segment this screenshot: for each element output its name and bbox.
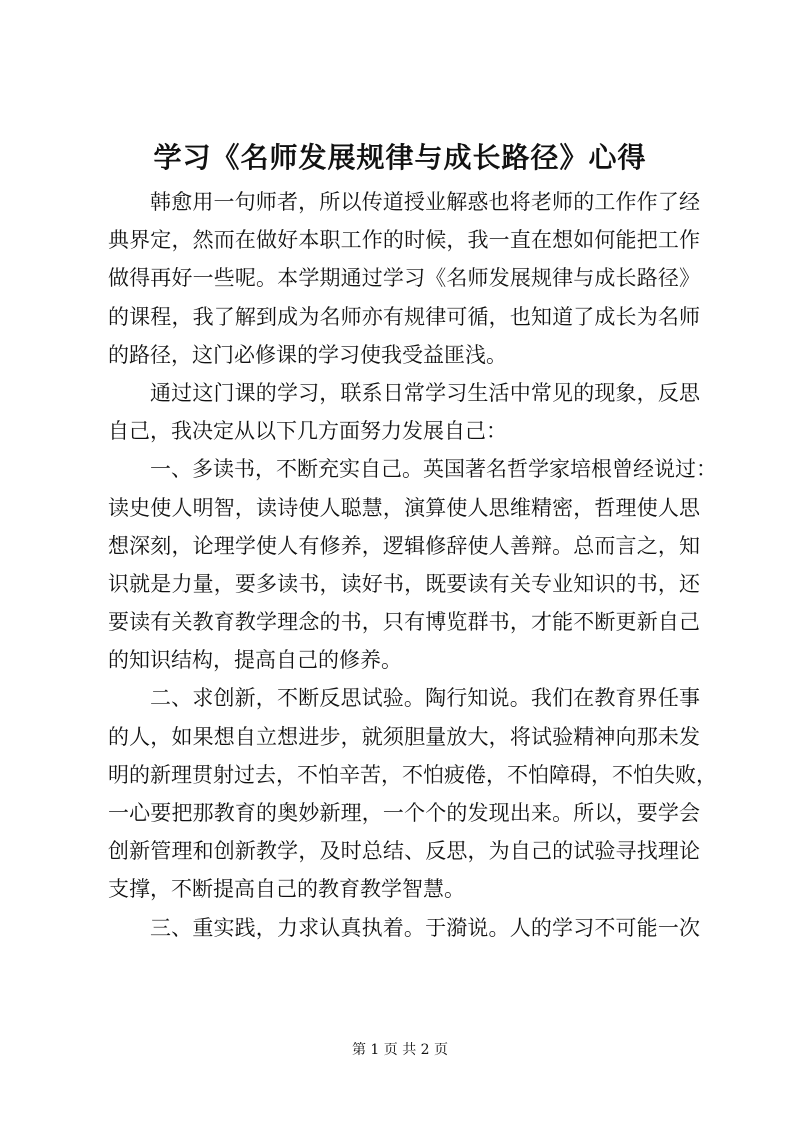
text-line: 想深刻，论理学使人有修养，逻辑修辞使人善辩。总而言之，知 — [108, 533, 700, 558]
document-body — [108, 183, 717, 947]
text-line: 的知识结构，提高自己的修养。 — [108, 648, 402, 673]
paragraph — [108, 183, 700, 374]
text-line: 要读有关教育教学理念的书，只有博览群书，才能不断更新自己 — [108, 610, 700, 635]
text-line: 通过这门课的学习，联系日常学习生活中常见的现象，反思 — [150, 380, 700, 405]
text-line: 自己，我决定从以下几方面努力发展自己： — [108, 419, 507, 444]
text-line: 一、多读书，不断充实自己。英国著名哲学家培根曾经说过： — [150, 457, 717, 482]
text-line: 典界定，然而在做好本职工作的时候，我一直在想如何能把工作 — [108, 228, 700, 253]
paragraph — [108, 374, 700, 450]
text-line: 一心要把那教育的奥妙新理，一个个的发现出来。所以，要学会 — [108, 801, 700, 825]
text-line: 的路径，这门必修课的学习使我受益匪浅。 — [108, 342, 507, 367]
text-line: 读史使人明智，读诗使人聪慧，演算使人思维精密，哲理使人思 — [108, 495, 700, 520]
text-line: 的人，如果想自立想进步，就须胆量放大，将试验精神向那未发 — [108, 724, 700, 749]
paragraph — [108, 450, 717, 679]
paragraph — [108, 679, 717, 908]
text-line: 的课程，我了解到成为名师亦有规律可循，也知道了成长为名师 — [108, 304, 700, 329]
text-line: 韩愈用一句师者，所以传道授业解惑也将老师的工作作了经 — [150, 190, 700, 214]
text-line: 三、重实践，力求认真执着。于漪说。人的学习不可能一次 — [150, 915, 700, 940]
text-line: 创新管理和创新教学，及时总结、反思，为自己的试验寻找理论 — [108, 839, 700, 864]
text-line: 二、求创新，不断反思试验。陶行知说。我们在教育界任事 — [150, 686, 700, 711]
page-title: 学习《名师发展规律与成长路径》心得 — [153, 141, 647, 174]
text-line: 支撑，不断提高自己的教育教学智慧。 — [108, 877, 465, 902]
text-line: 明的新理贯射过去，不怕辛苦，不怕疲倦，不怕障碍，不怕失败， — [108, 762, 717, 787]
text-line: 做得再好一些呢。本学期通过学习《名师发展规律与成长路径》 — [108, 266, 700, 291]
text-line: 识就是力量，要多读书，读好书，既要读有关专业知识的书，还 — [108, 571, 700, 596]
paragraph — [108, 909, 700, 947]
page-footer: 第 1 页 共 2 页 — [351, 1042, 449, 1058]
